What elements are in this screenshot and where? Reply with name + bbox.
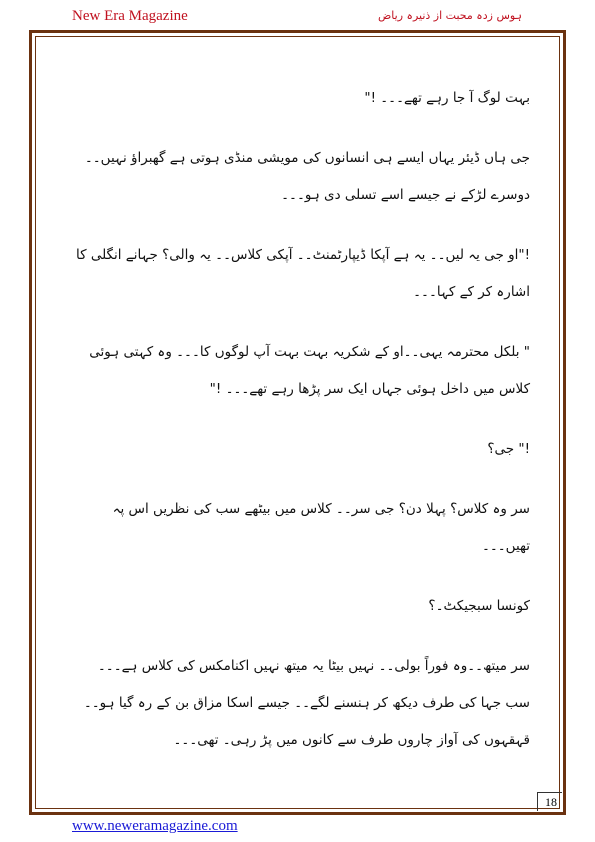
story-body <box>70 80 530 782</box>
website-link[interactable]: www.neweramagazine.com <box>72 818 238 834</box>
paragraph: جی ہاں ڈیئر یہاں ایسے ہی انسانوں کی مویشی منڈی ہوتی ہے گھبراؤ نہیں۔۔دوسرے لڑکے نے جیسے اسے تسلی دی ہو۔۔۔ <box>84 150 530 203</box>
paragraph: !" جی؟ <box>487 441 530 457</box>
paragraph: !"او جی یہ لیں۔۔ یہ ہے آپکا ڈیپارٹمنٹ۔۔ آپکی کلاس۔۔ یہ والی؟ جہانے انگلی کا اشارہ کر کے کہا۔۔۔ <box>76 247 530 300</box>
page-number: 18 <box>545 795 557 809</box>
paragraph: بہت لوگ آ جا رہے تھے۔۔۔ !" <box>364 90 530 106</box>
magazine-name: New Era Magazine <box>72 8 188 24</box>
paragraph: " بلکل محترمہ یہی۔۔او کے شکریہ بہت بہت آپ لوگوں کا۔۔۔ وہ کہتی ہوئی کلاس میں داخل ہوئی جہاں ایک سر پڑھا رہے تھے۔۔۔ !" <box>89 344 530 397</box>
story-title: ہوس زدہ محبت از ذنیرہ ریاض <box>378 9 522 22</box>
paragraph: سر وہ کلاس؟ پہلا دن؟ جی سر۔۔ کلاس میں بیٹھے سب کی نظریں اس پہ تھیں۔۔۔ <box>112 501 530 554</box>
paragraph: سر میتھ۔۔وہ فوراً بولی۔۔ نہیں بیٹا یہ میتھ نہیں اکنامکس کی کلاس ہے۔۔۔ سب جہا کی طرف دیکھ کر ہنسنے لگے۔۔ جیسے اسکا مزاق بن کے رہ گیا ہو۔۔ قہقہوں کی آواز چاروں طرف سے کانوں میں پڑ رہی۔ تھی۔۔۔ <box>83 658 530 748</box>
paragraph: کونسا سبجیکٹ۔؟ <box>428 598 530 614</box>
